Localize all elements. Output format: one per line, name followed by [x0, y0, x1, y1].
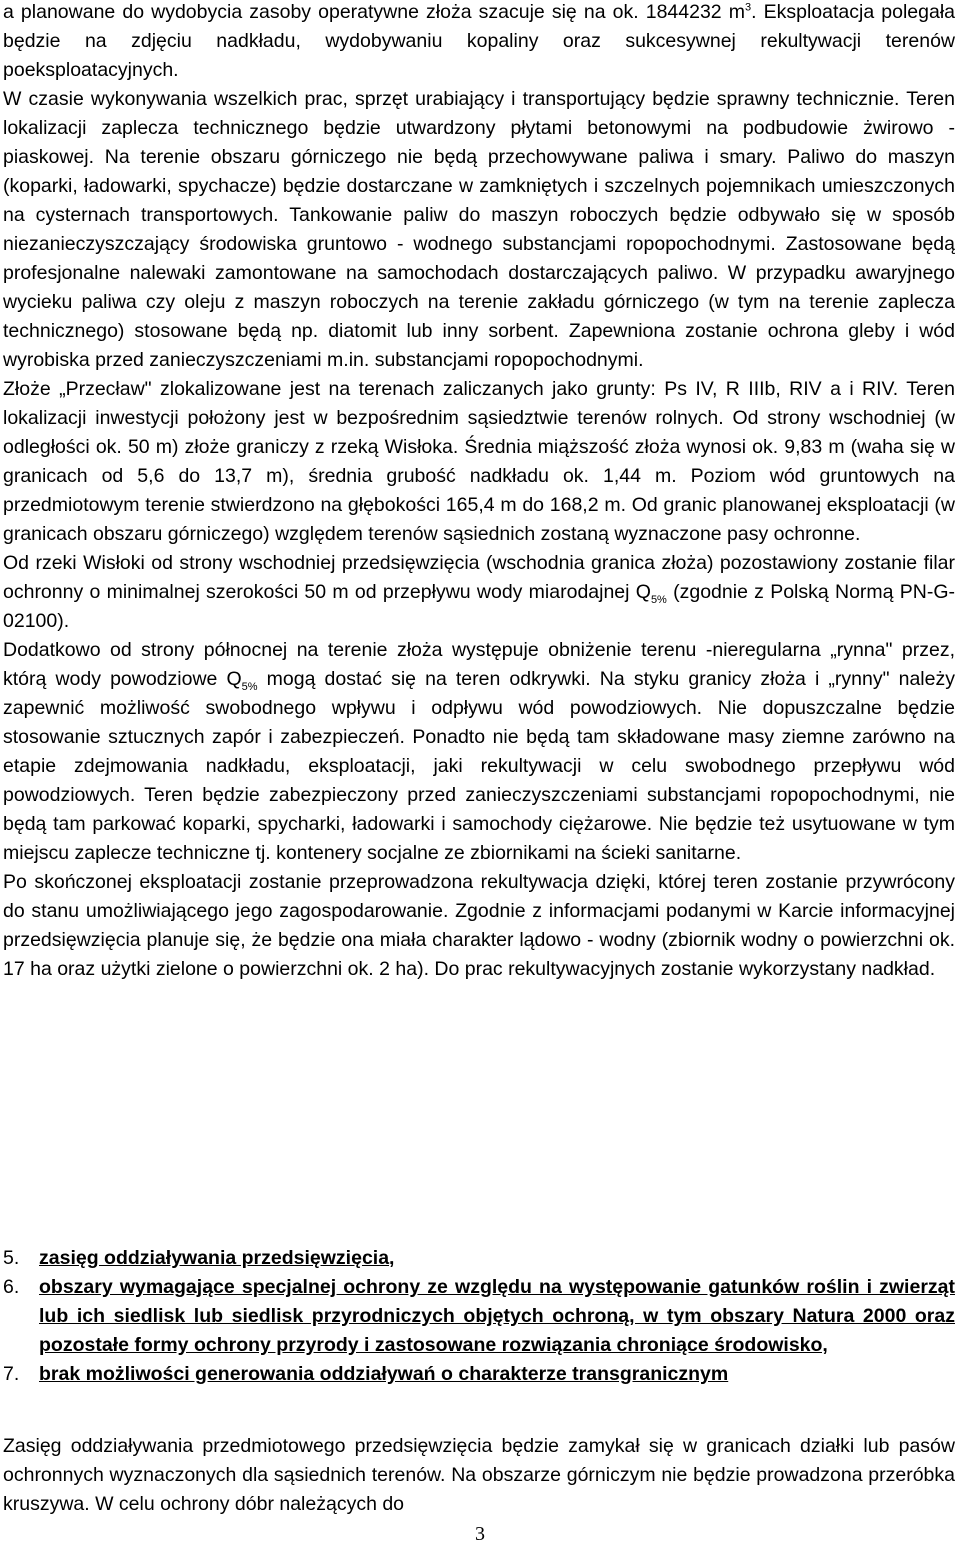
subscript-index: 5%: [241, 680, 258, 693]
paragraph-text: a planowane do wydobycia zasoby operatywne złoża szacuje się na ok. 1844232 m: [3, 1, 745, 23]
list-item: [3, 1244, 955, 1273]
list-number: 7.: [3, 1363, 20, 1385]
subscript-index: 5%: [650, 593, 667, 606]
list-item: [3, 1273, 955, 1360]
paragraph-reclamation: Po skończonej eksploatacji zostanie przeprowadzona rekultywacja dzięki, której teren zostanie przywrócony do stanu umożliwiającego jego zagospodarowanie. Zgodnie z informacjami podanymi w Karcie informacyjnej przedsięwzięcia planuje się, że będzie ona miała charakter lądowo - wodny (zbiornik wodny o powierzchni ok. 17 ha oraz użytki zielone o powierzchni ok. 2 ha). Do prac rekultywacyjnych zostanie wykorzystany nadkład.: [3, 871, 955, 980]
list-item: [3, 1360, 955, 1389]
paragraph-equipment: W czasie wykonywania wszelkich prac, sprzęt urabiający i transportujący będzie sprawny technicznie. Teren lokalizacji zaplecza technicznego będzie utwardzony płytami betonowymi na podbudowie żwirowo - piaskowej. Na terenie obszaru górniczego nie będą przechowywane paliwa i smary. Paliwo do maszyn (koparki, ładowarki, spychacze) będzie dostarczane w zamkniętych i szczelnych pojemnikach umieszczonych na cysternach transportowych. Tankowanie paliw do maszyn roboczych będzie odbywało się w sposób niezanieczyszczający środowiska gruntowo - wodnego substancjami ropopochodnymi. Zastosowane będą profesjonalne nalewaki zamontowane na samochodach dostarczających paliwo. W przypadku awaryjnego wycieku paliwa czy oleju z maszyn roboczych na terenie zakładu górniczego (w tym na terenie zaplecza technicznego) stosowane będą np. diatomit lub inny sorbent. Zapewniona zostanie ochrona gleby i wód wyrobiska przed zanieczyszczeniami m.in. substancjami ropopochodnymi.: [3, 88, 955, 371]
superscript-exponent: 3: [744, 1, 752, 14]
paragraph-reserves: [3, 0, 955, 85]
paragraph-deposit-location: Złoże „Przecław" zlokalizowane jest na terenach zaliczanych jako grunty: Ps IV, R IIIb, RIV a i RIV. Teren lokalizacji inwestycji położony jest w bezpośrednim sąsiedztwie terenów rolnych. Od strony wschodniej (w odległości ok. 50 m) złoże graniczy z rzeką Wisłoka. Średnia miąższość złoża wynosi ok. 9,83 m (waha się w granicach od 5,6 do 13,7 m), średnia grubość nadkładu ok. 1,44 m. Poziom wód gruntowych na przedmiotowym terenie stwierdzono na głębokości 165,4 m do 168,2 m. Od granic planowanej eksploatacji (w granicach obszaru górniczego) względem terenów sąsiednich zostaną wyznaczone pasy ochronne.: [3, 378, 955, 545]
body-text: [3, 0, 955, 984]
paragraph-text: . Eksploatacja polegała będzie na zdjęciu nadkładu, wydobywaniu kopaliny oraz sukcesywnej rekultywacji terenów poeksploatacyjnych.: [3, 1, 955, 81]
paragraph-text: Dodatkowo od strony północnej na terenie złoża występuje obniżenie terenu -nieregularna „rynna" przez, którą wody powodziowe Q: [3, 639, 955, 690]
paragraph-text: mogą dostać się na teren odkrywki. Na styku granicy złoża i „rynny" należy zapewnić możliwość swobodnego wpływu i odpływu wód powodziowych. Nie dopuszczalne będzie stosowanie sztucznych zapór i zabezpieczeń. Ponadto nie będą tam składowane masy ziemne zarówno na etapie zdejmowania nadkładu, eksploatacji, jaki rekultywacji w celu swobodnego przepływu wód powodziowych. Teren będzie zabezpieczony przed zanieczyszczeniami substancjami ropopochodnymi, nie będą tam parkować koparki, spycharki, ładowarki i samochody ciężarowe. Nie będzie też usytuowane w tym miejscu zaplecze techniczne tj. kontenery socjalne ze zbiornikami na ścieki sanitarne.: [3, 668, 955, 864]
list-heading: brak możliwości generowania oddziaływań o charakterze transgranicznym: [39, 1363, 729, 1385]
paragraph-text: (zgodnie z Polską Normą PN-G-02100).: [3, 581, 955, 632]
closing-paragraph-block: [3, 1432, 955, 1519]
list-heading: zasięg oddziaływania przedsięwzięcia,: [39, 1247, 395, 1269]
page-number: 3: [475, 1523, 485, 1545]
paragraph-flood-channel: [3, 636, 955, 868]
paragraph-text: Od rzeki Wisłoki od strony wschodniej przedsięwzięcia (wschodnia granica złoża) pozostawiony zostanie filar ochronny o minimalnej szerokości 50 m od przepływu wody miarodajnej Q: [3, 552, 955, 603]
list-number: 5.: [3, 1247, 20, 1269]
list-number: 6.: [3, 1276, 20, 1298]
paragraph-protective-pillar: [3, 549, 955, 636]
list-heading: obszary wymagające specjalnej ochrony ze względu na występowanie gatunków roślin i zwierząt lub ich siedlisk lub siedlisk przyrodniczych objętych ochroną, w tym obszary Natura 2000 oraz pozostałe formy ochrony przyrody i zastosowane rozwiązania chroniące środowisko,: [39, 1276, 955, 1356]
paragraph-closing: Zasięg oddziaływania przedmiotowego przedsięwzięcia będzie zamykał się w granicach działki lub pasów ochronnych wyznaczonych dla sąsiednich terenów. Na obszarze górniczym nie będzie prowadzona przeróbka kruszywa. W celu ochrony dóbr należących do: [3, 1435, 955, 1515]
numbered-list: [3, 1244, 955, 1389]
